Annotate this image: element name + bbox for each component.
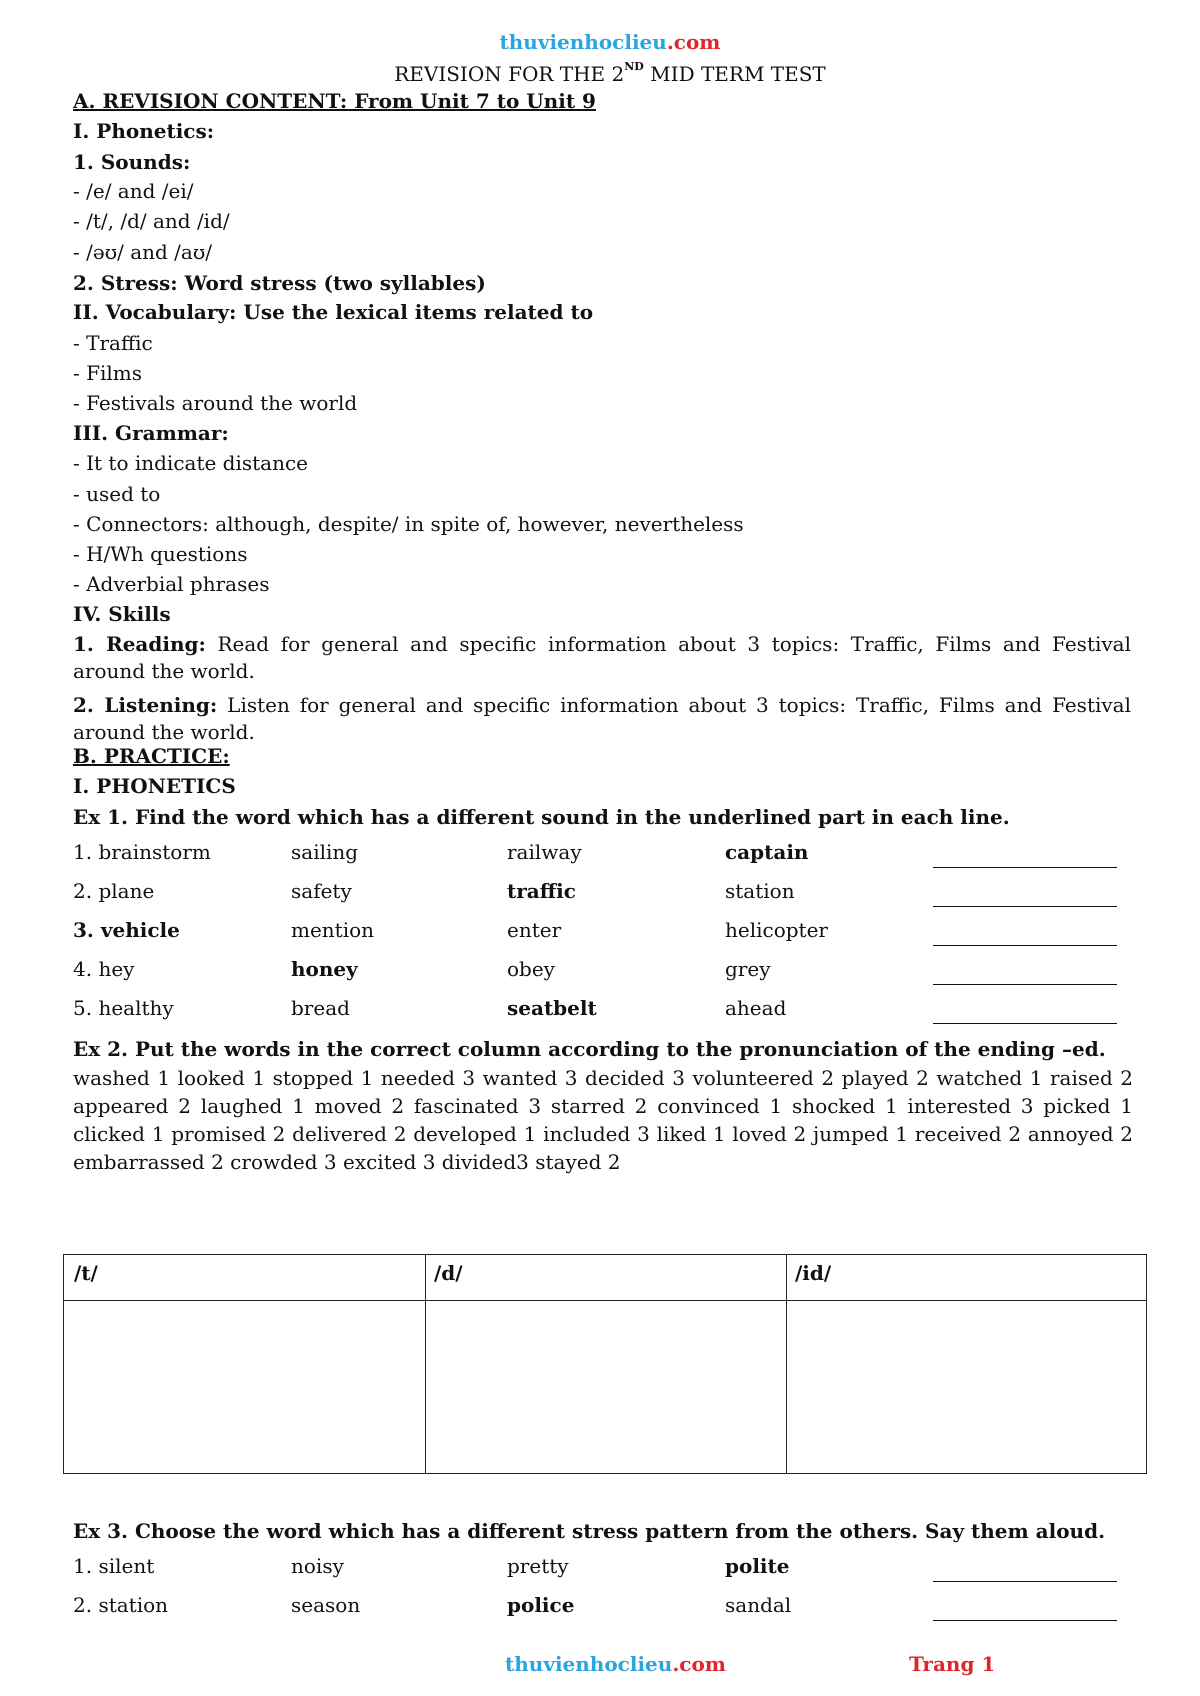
ex1-word: station [725,879,795,903]
title-rest: MID TERM TEST [643,62,826,86]
page-number: Trang 1 [909,1652,996,1676]
ex3-word: 1. silent [73,1554,155,1578]
reading-label: 1. Reading: [73,632,206,656]
table-header-row [64,1255,1146,1301]
sound-item: - /t/, /d/ and /id/ [73,209,230,233]
ex1-word: 1. brainstorm [73,840,211,864]
vocabulary-heading [73,299,593,325]
section-b-heading: B. PRACTICE: [73,744,230,768]
site-name: thuvienhoclieu [499,30,667,54]
grammar-heading: III. Grammar: [73,421,229,445]
ed-ending-table [63,1254,1147,1474]
grammar-item: - used to [73,482,161,506]
ex3-word: noisy [291,1554,344,1578]
ex1-word: enter [507,918,562,942]
ex1-row [73,918,1147,952]
ex3-title: Ex 3. Choose the word which has a different stress pattern from the others. Say them aloud. [73,1519,1106,1543]
ex1-word-answer: traffic [507,879,576,903]
ex1-word-answer: honey [291,957,358,981]
title-sup: ND [624,60,644,73]
ex1-word-answer: 3. vehicle [73,918,180,942]
ex1-word: 4. hey [73,957,135,981]
skills-heading: IV. Skills [73,602,171,626]
vocabulary-text: Use the lexical items related to [236,300,594,324]
ex2-title: Ex 2. Put the words in the correct column according to the pronunciation of the ending –ed. [73,1037,1106,1061]
ex3-row [73,1593,1147,1627]
vocabulary-label: II. Vocabulary: [73,300,237,324]
answer-blank[interactable] [933,1581,1117,1582]
footer-site-link[interactable] [505,1652,726,1676]
vocab-item: - Festivals around the world [73,391,358,415]
grammar-item: - H/Wh questions [73,542,248,566]
ex1-title: Ex 1. Find the word which has a different sound in the underlined part in each line. [73,805,1010,829]
ex3-word: sandal [725,1593,792,1617]
ex1-row [73,957,1147,991]
ex1-word: sailing [291,840,359,864]
column-header-id: /id/ [795,1261,832,1285]
footer-site-name: thuvienhoclieu [505,1652,673,1676]
reading-paragraph [73,631,1131,685]
ex3-word: 2. station [73,1593,169,1617]
column-header-t: /t/ [74,1261,98,1285]
column-divider [425,1255,426,1473]
ex1-word-answer: captain [725,840,809,864]
ex1-word: helicopter [725,918,828,942]
ex3-word: pretty [507,1554,569,1578]
phonetics-practice-heading: I. PHONETICS [73,774,236,798]
ex2-word-list: washed 1 looked 1 stopped 1 needed 3 wanted 3 decided 3 volunteered 2 played 2 watched 1 raised 2 appeared 2 laughed 1 moved 2 fascinated 3 starred 2 convinced 1 shocked 1 interested 3 picked 1 clicked 1 promised 2 delivered 2 developed 1 included 3 liked 1 loved 2 jumped 1 received 2 annoyed 2 embarrassed 2 crowded 3 excited 3 divided3 stayed 2 [73,1066,1133,1174]
ex1-word: mention [291,918,375,942]
ex3-word-answer: polite [725,1554,790,1578]
stress-heading: 2. Stress: Word stress (two syllables) [73,271,486,295]
grammar-item: - It to indicate distance [73,451,309,475]
ex1-word: railway [507,840,582,864]
sound-item: - /əʊ/ and /aʊ/ [73,240,212,264]
grammar-item: - Adverbial phrases [73,572,270,596]
site-tld: .com [666,30,721,54]
phonetics-heading: I. Phonetics: [73,119,215,143]
ex1-word: grey [725,957,771,981]
ex3-word: season [291,1593,361,1617]
listening-paragraph [73,692,1131,746]
listening-label: 2. Listening: [73,693,218,717]
answer-blank[interactable] [933,984,1117,985]
ex1-word: ahead [725,996,787,1020]
footer-site-tld: .com [672,1652,726,1676]
header-site-link[interactable] [73,30,1147,54]
column-divider [786,1255,787,1473]
answer-blank[interactable] [933,867,1117,868]
ex1-word: safety [291,879,352,903]
answer-blank[interactable] [933,906,1117,907]
ex1-word: 2. plane [73,879,155,903]
ex1-row [73,840,1147,874]
ex3-row [73,1554,1147,1588]
title-main: REVISION FOR THE 2 [394,62,625,86]
ex3-word-answer: police [507,1593,575,1617]
document-title [73,62,1147,86]
ex1-row [73,879,1147,913]
listening-text: Listen for general and specific information about 3 topics: Traffic, Films and Festival around the world. [73,693,1132,744]
vocab-item: - Films [73,361,143,385]
column-header-d: /d/ [434,1261,463,1285]
section-a-heading: A. REVISION CONTENT: From Unit 7 to Unit 9 [73,89,596,113]
ex1-word: bread [291,996,350,1020]
vocab-item: - Traffic [73,331,153,355]
sounds-heading: 1. Sounds: [73,150,191,174]
answer-blank[interactable] [933,1620,1117,1621]
grammar-item: - Connectors: although, despite/ in spite of, however, nevertheless [73,512,744,536]
ex1-word: 5. healthy [73,996,174,1020]
sound-item: - /e/ and /ei/ [73,179,194,203]
reading-text: Read for general and specific information about 3 topics: Traffic, Films and Festival around the world. [73,632,1131,683]
ex1-word: obey [507,957,555,981]
answer-blank[interactable] [933,945,1117,946]
answer-blank[interactable] [933,1023,1117,1024]
ex1-word-answer: seatbelt [507,996,597,1020]
ex1-row [73,996,1147,1030]
